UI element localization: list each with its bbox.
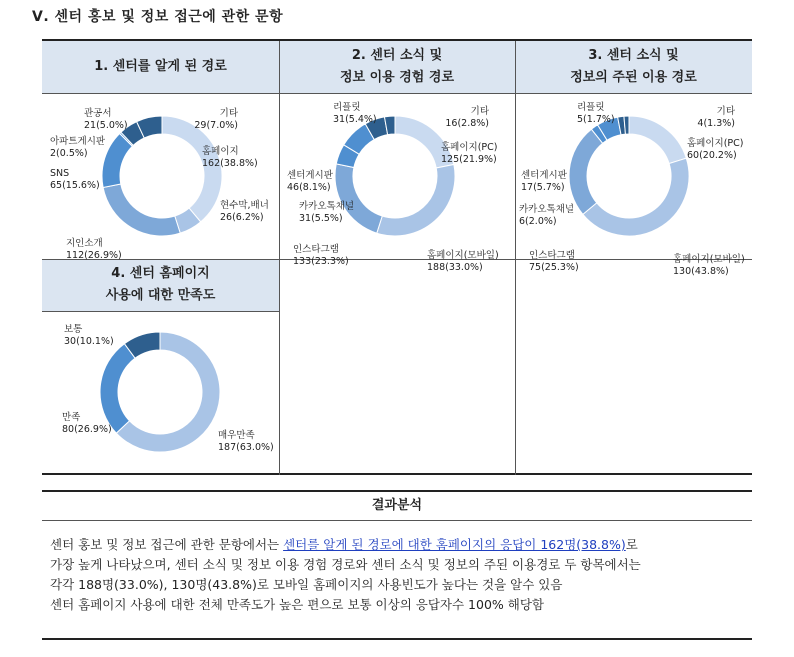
slice-label-value: 26(6.2%) xyxy=(220,212,264,223)
slice-label-name: 매우만족 xyxy=(218,430,255,441)
donut-chart-3 xyxy=(515,94,752,277)
slice-label-name: 홈페이지(PC) xyxy=(687,138,744,149)
donut-svg xyxy=(279,94,515,273)
slice-label-name: 카카오톡채널 xyxy=(299,201,355,212)
slice-label-value: 29(7.0%) xyxy=(194,120,238,131)
slice-label-name: 현수막,배너 xyxy=(220,200,269,211)
panel-2-header xyxy=(279,41,515,93)
panel-4-title-line1: 4. 센터 홈페이지 xyxy=(111,266,210,281)
result-line-1 xyxy=(50,535,744,555)
panel-2-title-line2: 정보 이용 경험 경로 xyxy=(339,70,455,85)
slice-label-name: 홈페이지(PC) xyxy=(441,142,498,153)
donut-svg xyxy=(42,94,279,259)
slice-2 xyxy=(583,158,689,236)
slice-label-value: 133(23.3%) xyxy=(293,256,349,267)
slice-1 xyxy=(629,116,686,164)
slice-label-name: 기타 xyxy=(716,106,735,117)
slice-label-name: 인스타그램 xyxy=(293,244,339,255)
result-line-4: 센터 홈페이지 사용에 대한 전체 만족도가 높은 편으로 보통 이상의 응답자수 100% 해당함 xyxy=(50,597,544,612)
slice-label-value: 162(38.8%) xyxy=(202,158,258,169)
slice-label-value: 30(10.1%) xyxy=(64,336,114,347)
slice-label-value: 21(5.0%) xyxy=(84,120,128,131)
result-highlight: 센터를 알게 된 경로에 대한 홈페이지의 응답이 162명(38.8%) xyxy=(283,537,626,552)
panel-3-header xyxy=(515,41,752,93)
grid-divider xyxy=(42,259,752,260)
slice-label-value: 75(25.3%) xyxy=(529,262,579,273)
panel-1-title: 1. 센터를 알게 된 경로 xyxy=(94,59,227,74)
donut-chart-2 xyxy=(279,94,515,273)
donut-svg xyxy=(515,94,752,277)
slice-label-name: 리플릿 xyxy=(333,102,361,113)
slice-2 xyxy=(100,344,135,433)
result-line-3: 각각 188명(33.0%), 130명(43.8%)로 모바일 홈페이지의 사용빈도가 높다는 것을 알수 있음 xyxy=(50,577,563,592)
slice-label-value: 31(5.4%) xyxy=(333,114,377,125)
slice-label-name: 홈페이지(모바일) xyxy=(427,250,499,261)
slice-label-name: 센터게시판 xyxy=(287,170,333,181)
result-analysis xyxy=(42,490,752,640)
panel-4-title-line2: 사용에 대한 만족도 xyxy=(105,288,216,303)
slice-label-name: 기타 xyxy=(470,106,489,117)
slice-label-value: 112(26.9%) xyxy=(66,250,122,261)
slice-label-value: 188(33.0%) xyxy=(427,262,483,273)
slice-label-value: 60(20.2%) xyxy=(687,150,737,161)
slice-3 xyxy=(569,129,603,214)
slice-label-value: 125(21.9%) xyxy=(441,154,497,165)
slice-label-value: 2(0.5%) xyxy=(50,148,88,159)
slice-label-value: 6(2.0%) xyxy=(519,216,557,227)
slice-label-name: 보통 xyxy=(64,324,83,335)
panel-1-header xyxy=(42,41,279,93)
slice-2 xyxy=(377,164,455,236)
slice-label-name: 인스타그램 xyxy=(529,250,575,261)
panel-2-title-line1: 2. 센터 소식 및 xyxy=(351,48,443,63)
slice-label-name: 기타 xyxy=(219,108,238,119)
panel-3-title-line1: 3. 센터 소식 및 xyxy=(588,48,679,63)
slice-label-value: 5(1.7%) xyxy=(577,114,615,125)
result-line-1-post: 로 xyxy=(625,537,638,552)
section-title: Ⅴ. 센터 홍보 및 정보 접근에 관한 문항 xyxy=(32,9,284,25)
slice-label-name: 아파트게시판 xyxy=(50,136,106,147)
slice-label-name: 센터게시판 xyxy=(521,170,567,181)
panel-3-title-line2: 정보의 주된 이용 경로 xyxy=(570,70,697,85)
slice-label-name: 홈페이지(모바일) xyxy=(673,254,745,265)
donut-chart-4 xyxy=(42,312,279,475)
panel-4-header xyxy=(42,259,279,311)
slice-label-value: 4(1.3%) xyxy=(697,118,735,129)
slice-label-value: 31(5.5%) xyxy=(299,213,343,224)
slice-label-value: 187(63.0%) xyxy=(218,442,274,453)
slice-label-name: 홈페이지 xyxy=(202,146,239,157)
slice-label-name: 지인소개 xyxy=(66,238,103,249)
result-title: 결과분석 xyxy=(42,492,752,521)
chart-grid xyxy=(42,39,752,475)
slice-label-value: 65(15.6%) xyxy=(50,180,100,191)
slice-label-name: 리플릿 xyxy=(577,102,605,113)
donut-chart-1 xyxy=(42,94,279,259)
result-line-1-pre: 센터 홍보 및 정보 접근에 관한 문항에서는 xyxy=(50,537,284,552)
slice-label-name: 만족 xyxy=(62,412,81,423)
result-line-2: 가장 높게 나타났으며, 센터 소식 및 정보 이용 경험 경로와 센터 소식 및 정보의 주된 이용경로 두 항목에서는 xyxy=(50,557,641,572)
slice-label-name: SNS xyxy=(50,168,70,179)
slice-label-name: 관공서 xyxy=(84,108,112,119)
slice-label-name: 카카오톡채널 xyxy=(519,204,575,215)
slice-label-value: 17(5.7%) xyxy=(521,182,565,193)
slice-label-value: 130(43.8%) xyxy=(673,266,729,277)
slice-label-value: 46(8.1%) xyxy=(287,182,331,193)
slice-3 xyxy=(103,184,180,236)
slice-label-value: 16(2.8%) xyxy=(445,118,489,129)
result-body xyxy=(42,521,752,615)
slice-label-value: 80(26.9%) xyxy=(62,424,112,435)
donut-svg xyxy=(42,312,279,475)
